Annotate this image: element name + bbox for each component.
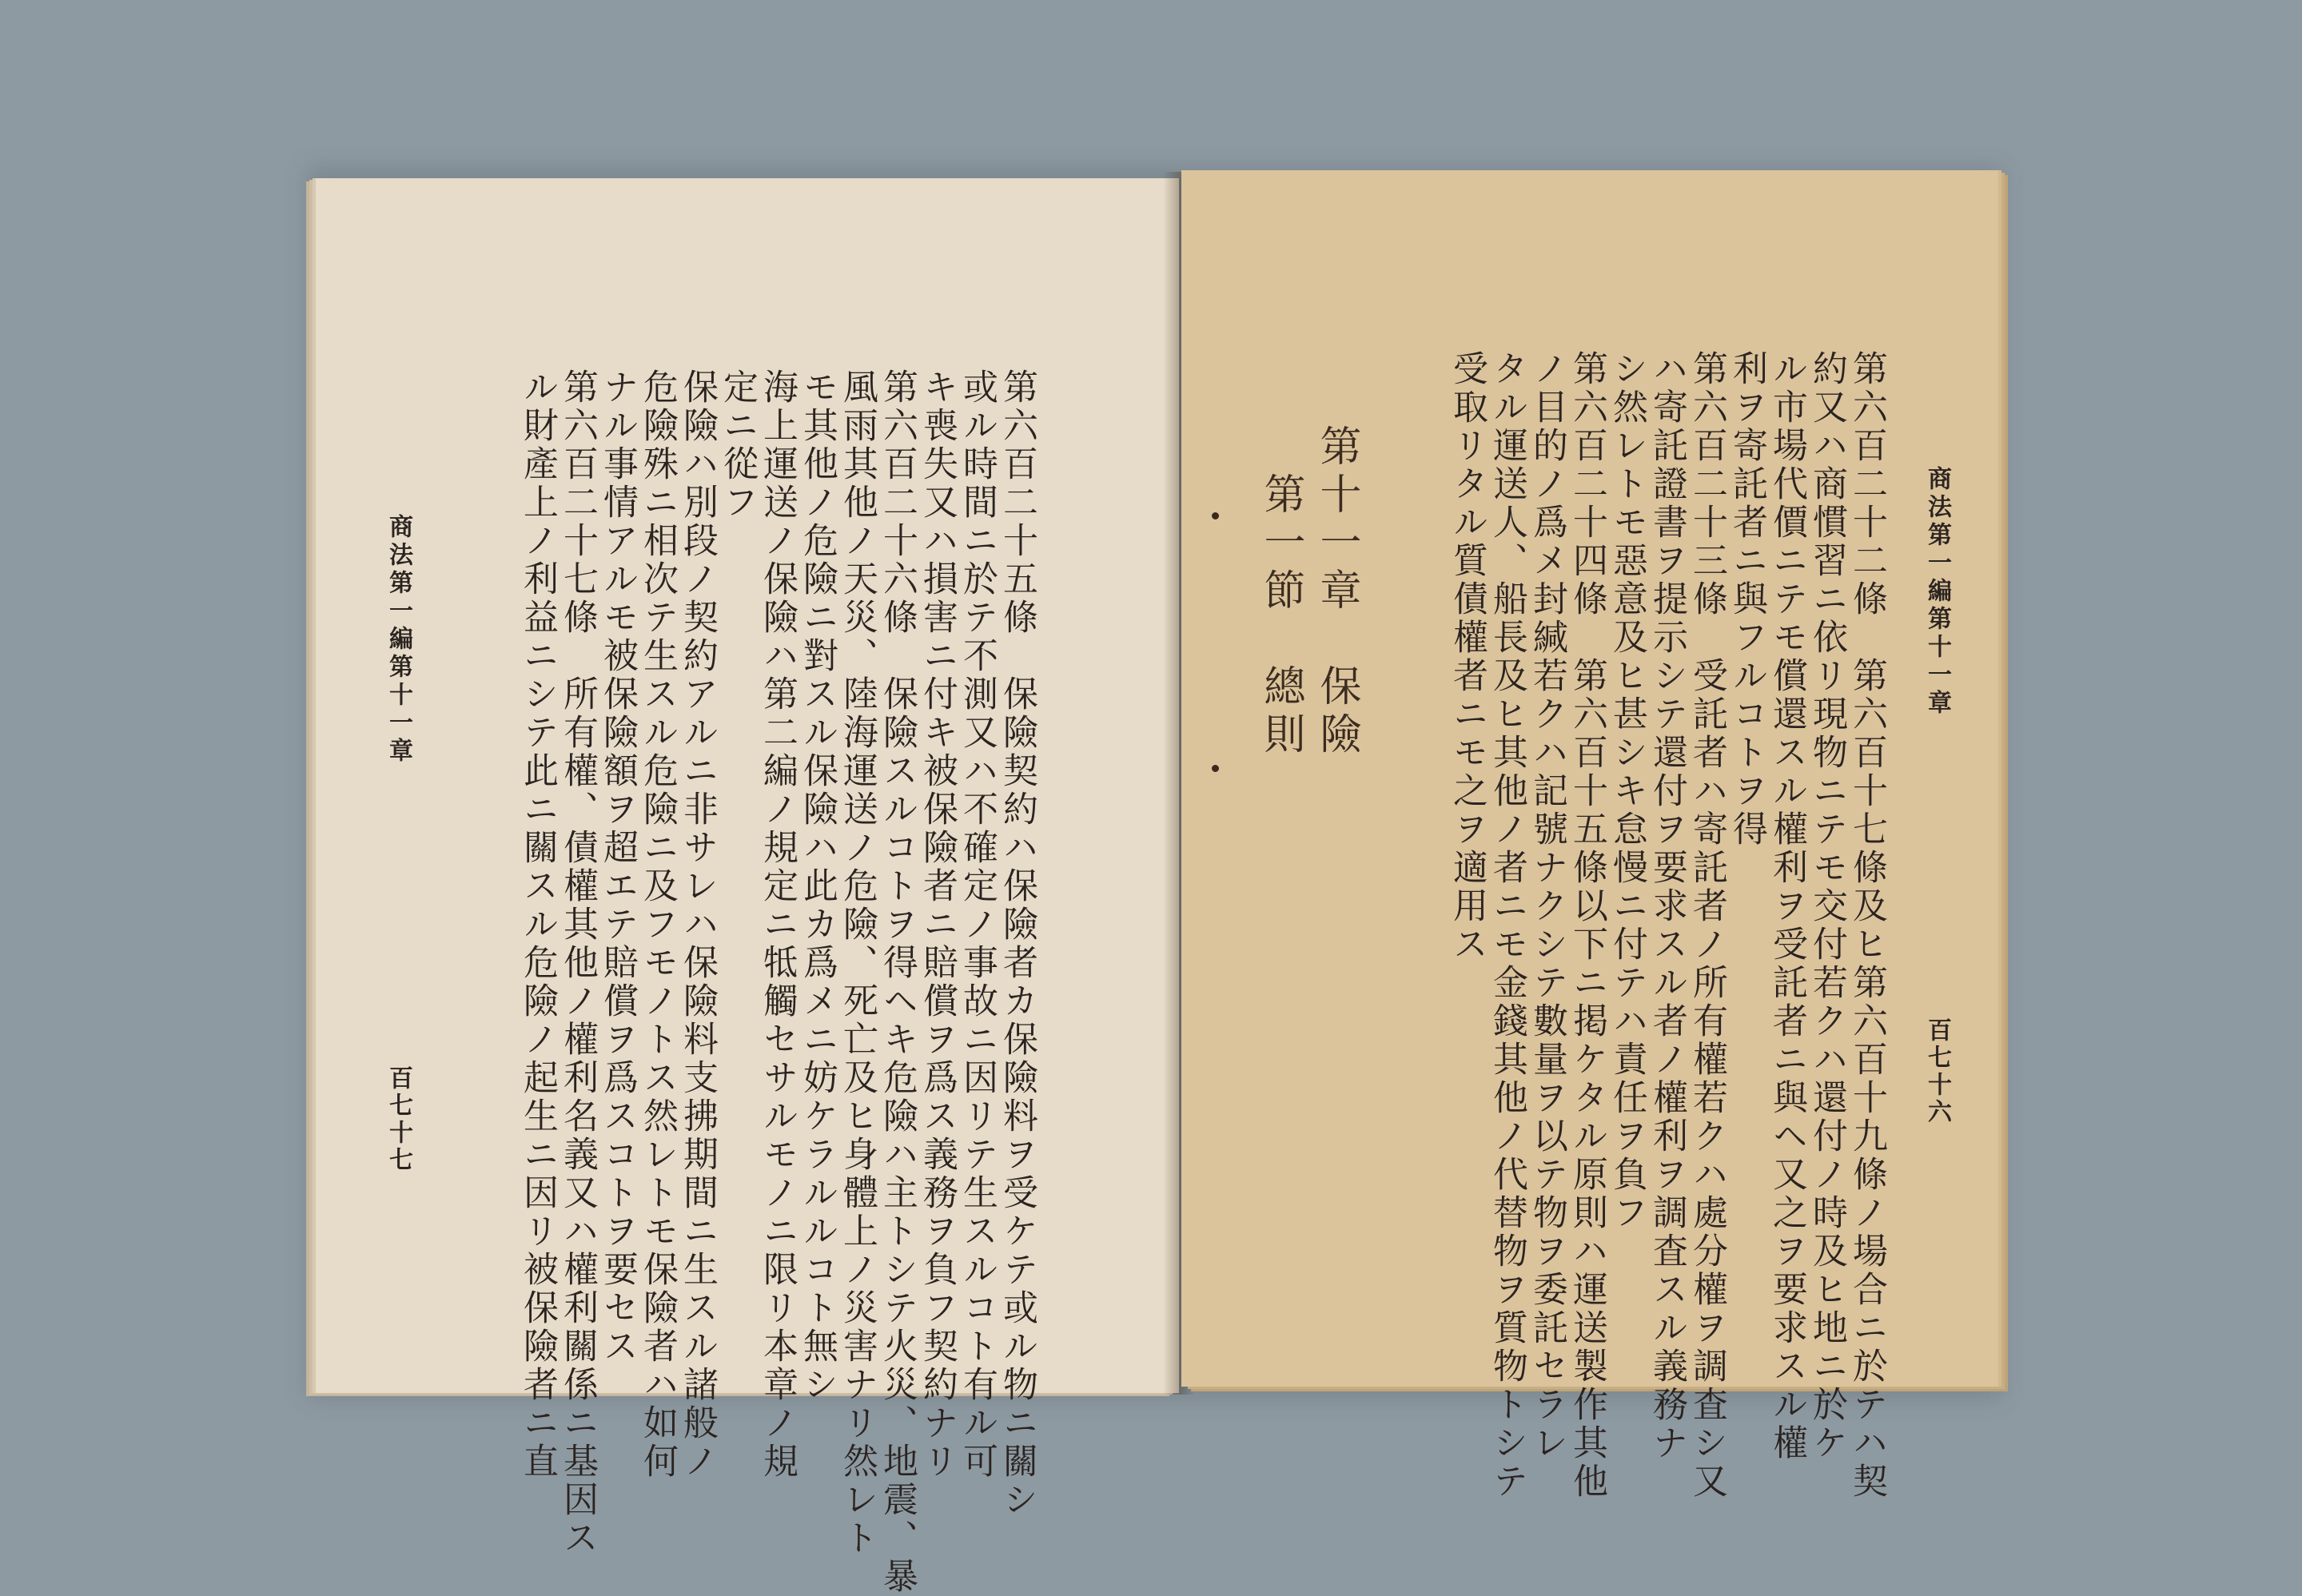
right-col-4: 利ヲ寄託者ニ與フルコトヲ得 [1726, 350, 1767, 849]
right-col-6: ハ寄託證書ヲ提示シテ還付ヲ要求スル者ノ權利ヲ調査スル義務ナ [1647, 350, 1687, 1463]
left-col-2: 或ル時間ニ於テ不測又ハ不確定ノ事故ニ因リテ生スルコト有ル可 [957, 368, 998, 1481]
left-col-7: 海上運送ノ保險ハ第二編ノ規定ニ牴觸セサルモノニ限リ本章ノ規 [757, 368, 798, 1481]
left-col-10: 危險殊ニ相次テ生スル危險ニ及フモノトス然レトモ保險者ハ如何 [637, 368, 678, 1481]
left-col-12: 第六百二十七條 所有權、債權其他ノ權利名義又ハ權利關係ニ基因ス [557, 368, 598, 1558]
running-header-right: 商法第一編第十一章 [1923, 466, 1951, 718]
left-col-11: ナル事情アルモ被保險額ヲ超エテ賠償ヲ爲スコトヲ要セス [597, 368, 638, 1366]
right-col-11: 受取リタル質債權者ニモ之ヲ適用ス [1447, 350, 1488, 964]
page-number-right: 百七十六 [1923, 1017, 1951, 1126]
left-col-4: 第六百二十六條 保險スルコトヲ得ヘキ危險ハ主トシテ火災、地震、暴 [877, 368, 918, 1596]
right-col-1: 第六百二十二條 第六百十七條及ヒ第六百十九條ノ場合ニ於テハ契 [1846, 350, 1887, 1501]
left-col-13: ル財產上ノ利益ニシテ此ニ關スル危險ノ起生ニ因リ被保險者ニ直 [517, 368, 558, 1481]
right-col-5: 第六百二十三條 受託者ハ寄託者ノ所有權若クハ處分權ヲ調査シ又 [1687, 350, 1727, 1501]
binding-hole-bottom [1212, 765, 1219, 772]
page-number-left: 百七十七 [384, 1065, 412, 1174]
left-page [316, 178, 1179, 1596]
right-col-7: シ然レトモ惡意及ヒ甚シキ怠慢ニ付テハ責任ヲ負フ [1607, 350, 1647, 1232]
right-col-2: 約又ハ商慣習ニ依リ現物ニテモ交付若クハ還付ノ時及ヒ地ニ於ケ [1806, 350, 1847, 1463]
running-header-left: 商法第一編第十一章 [384, 514, 412, 766]
right-col-8: 第六百二十四條 第六百十五條以下ニ掲ケタル原則ハ運送製作其他 [1567, 350, 1607, 1501]
binding-hole-top [1212, 512, 1219, 519]
left-col-8: 定ニ從フ [717, 368, 758, 522]
left-col-9: 保險ハ別段ノ契約アルニ非サレハ保險料支拂期間ニ生スル諸般ノ [677, 368, 718, 1481]
right-col-9: ノ目的ノ爲メ封緘若クハ記號ナクシテ數量ヲ以テ物ヲ委託セラレ [1527, 350, 1567, 1463]
right-col-10: タル運送人、船長及ヒ其他ノ者ニモ金錢其他ノ代替物ヲ質物トシテ [1487, 350, 1527, 1501]
left-col-6: モ其他ノ危險ニ對スル保險ハ此カ爲メニ妨ケラルルコト無シ [797, 368, 838, 1404]
left-col-3: キ喪失又ハ損害ニ付キ被保險者ニ賠償ヲ爲ス義務ヲ負フ契約ナリ [917, 368, 958, 1481]
right-col-3: ル市場代價ニテモ償還スル權利ヲ受託者ニ與ヘ又之ヲ要求スル權 [1766, 350, 1807, 1463]
left-col-1: 第六百二十五條 保險契約ハ保險者カ保險料ヲ受ケテ或ル物ニ關シ [997, 368, 1037, 1519]
right-page [1181, 170, 1998, 1501]
left-col-5: 風雨其他ノ天災、陸海運送ノ危險、死亡及ヒ身體上ノ災害ナリ然レト [837, 368, 878, 1558]
chapter-heading: 第十一章 保險 [1312, 424, 1360, 760]
section-heading: 第一節 總則 [1257, 472, 1304, 760]
